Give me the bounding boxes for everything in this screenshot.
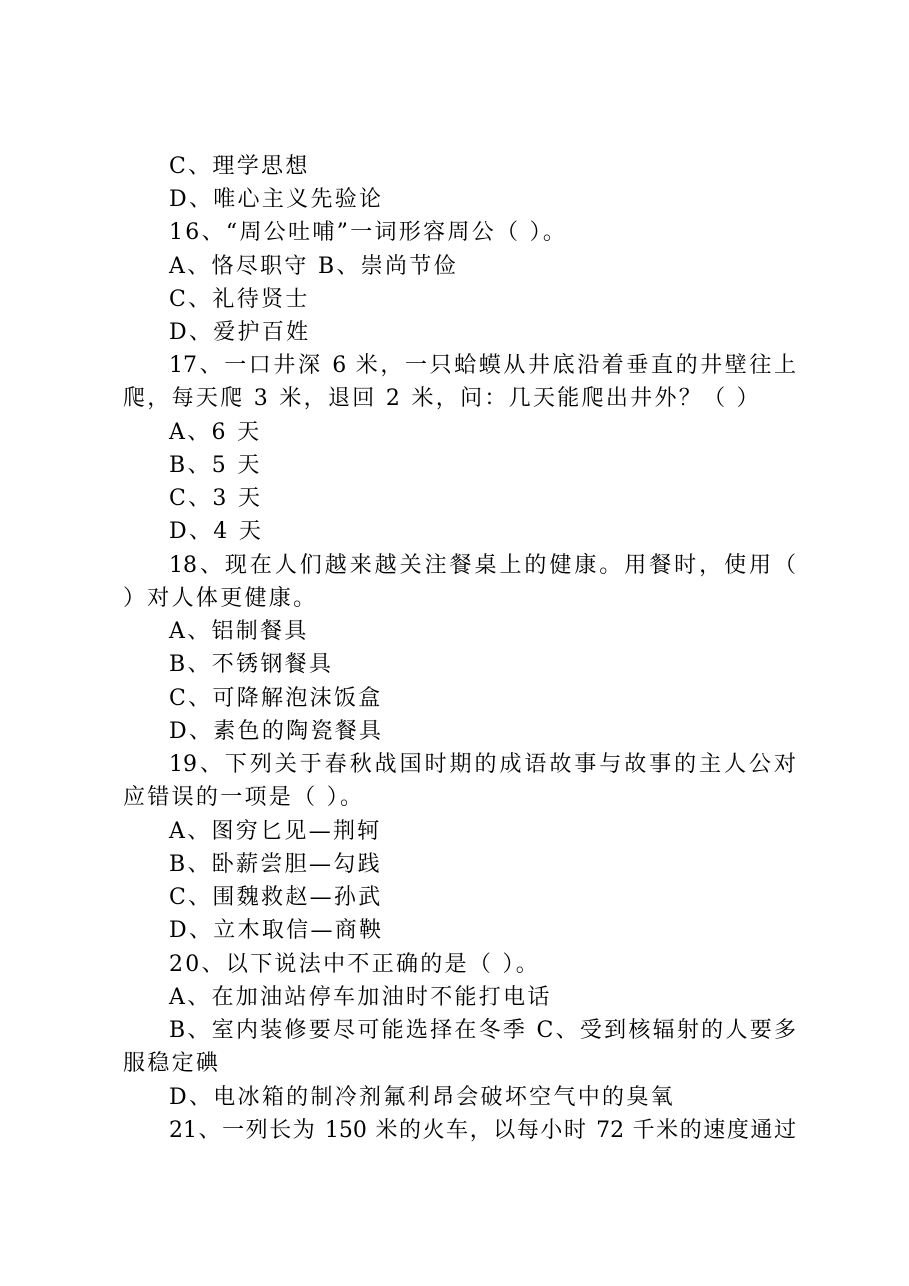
option-bc-20-line-1: B、室内装修要尽可能选择在冬季 C、受到核辐射的人要多 [169,1018,796,1043]
question-17-line-1: 17、一口井深 6 米，一只蛤蟆从井底沿着垂直的井壁往上 [169,353,796,378]
option-d-16: D、爱护百姓 [169,320,311,345]
option-a-19: A、图穷匕见—荆轲 [169,819,382,844]
option-d-20: D、电冰箱的制冷剂氟利昂会破坏空气中的臭氧 [169,1085,675,1110]
option-c-15: C、理学思想 [169,154,310,179]
question-18-line-1: 18、现在人们越来越关注餐桌上的健康。用餐时，使用（ [169,553,796,578]
option-a-20: A、在加油站停车加油时不能打电话 [169,985,552,1010]
option-b-17: B、5 天 [169,453,262,478]
question-20: 20、以下说法中不正确的是（ ）。 [169,952,541,977]
option-ab-16: A、恪尽职守 B、崇尚节俭 [169,254,458,279]
option-c-19: C、围魏救赵—孙武 [169,885,383,910]
option-a-17: A、6 天 [169,420,262,445]
option-c-16: C、礼待贤士 [169,287,310,312]
option-d-19: D、立木取信—商鞅 [169,918,384,943]
option-b-19: B、卧薪尝胆—勾践 [169,852,382,877]
option-d-15: D、唯心主义先验论 [169,187,384,212]
option-d-17: D、4 天 [169,519,264,544]
question-17-line-2: 爬，每天爬 3 米，退回 2 米，问：几天能爬出井外？（ ） [123,386,761,411]
question-19-line-2: 应错误的一项是（ ）。 [123,785,365,810]
question-21-line-1: 21、一列长为 150 米的火车，以每小时 72 千米的速度通过 [169,1118,796,1143]
question-19-line-1: 19、下列关于春秋战国时期的成语故事与故事的主人公对 [169,752,796,777]
question-18-line-2: ）对人体更健康。 [123,586,318,611]
question-16: 16、“周公吐哺”一词形容周公（ ）。 [169,220,568,245]
option-c-18: C、可降解泡沫饭盒 [169,686,383,711]
option-bc-20-line-2: 服稳定碘 [123,1051,221,1076]
option-c-17: C、3 天 [169,486,263,511]
option-d-18: D、素色的陶瓷餐具 [169,719,384,744]
option-b-18: B、不锈钢餐具 [169,652,334,677]
option-a-18: A、铝制餐具 [169,619,309,644]
